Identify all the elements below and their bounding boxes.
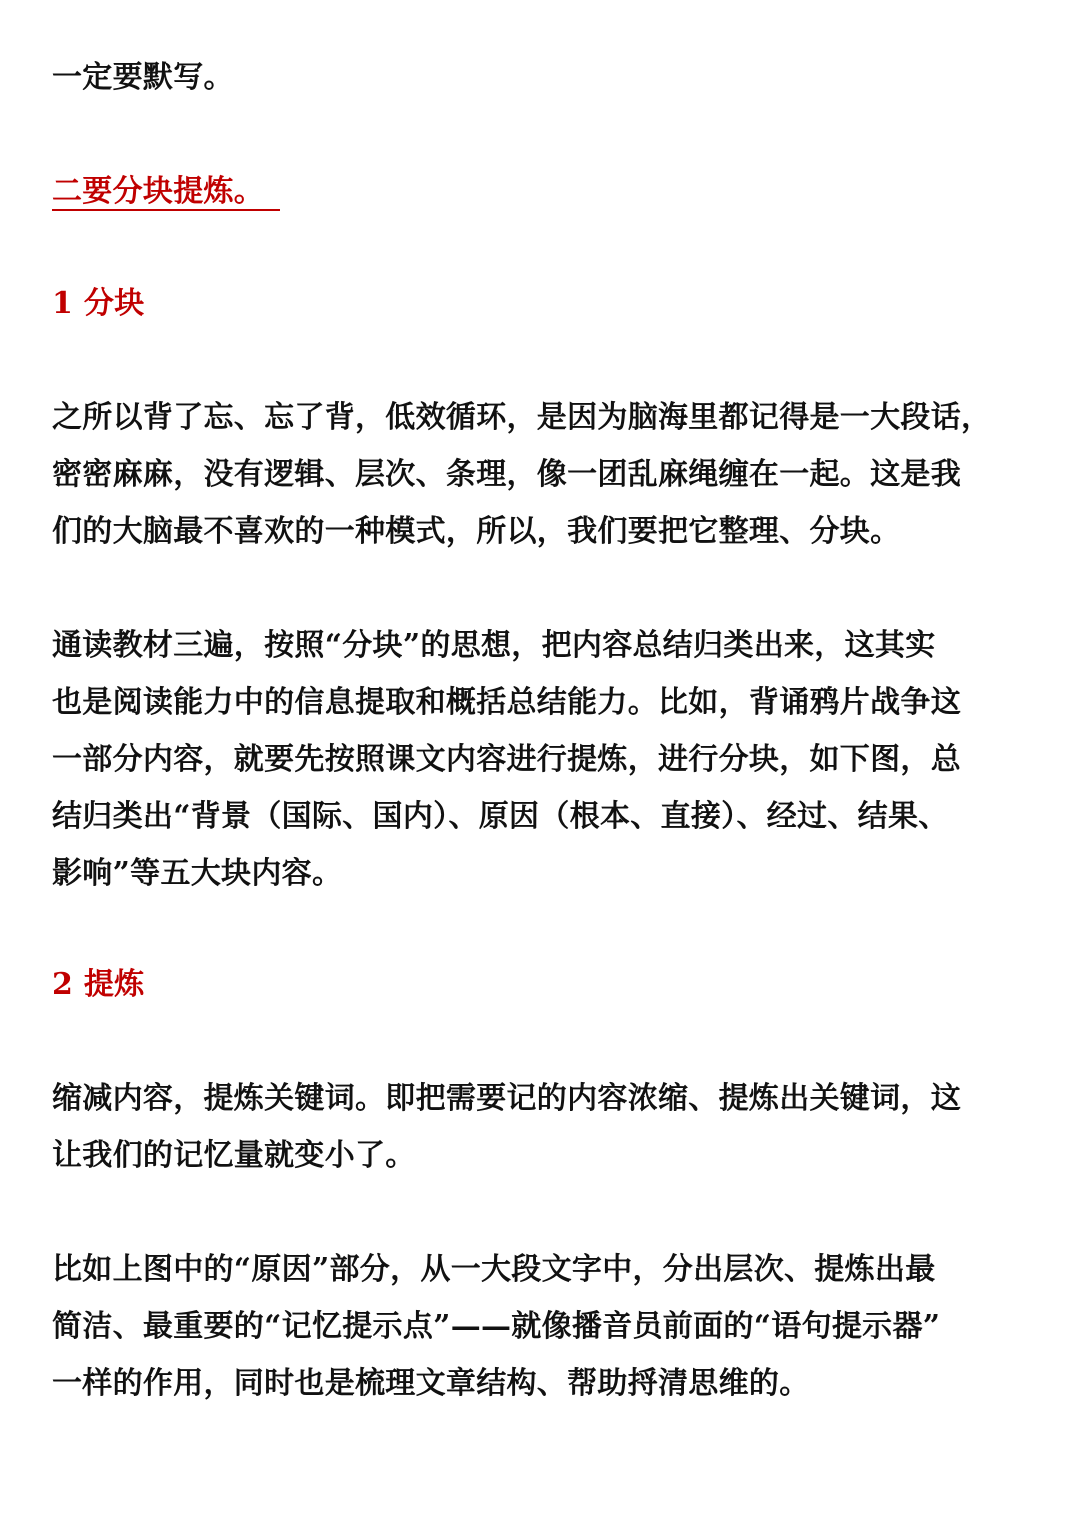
intro-tail-text: 一定要默写。 xyxy=(52,60,234,95)
section-title: 二要分块提炼。 xyxy=(52,174,265,209)
paragraph-line: 缩减内容，提炼关键词。即把需要记的内容浓缩、提炼出关键词，这 xyxy=(52,1081,961,1116)
section-title-underline xyxy=(52,209,280,211)
paragraph-line: 之所以背了忘、忘了背，低效循环，是因为脑海里都记得是一大段话， xyxy=(52,400,992,435)
subsection-title-refining: 2 提炼 xyxy=(52,967,145,1002)
paragraph-line: 简洁、最重要的“记忆提示点”——就像播音员前面的“语句提示器” xyxy=(52,1309,941,1344)
paragraph-line: 结归类出“背景（国际、国内）、原因（根本、直接）、经过、结果、 xyxy=(52,799,949,834)
paragraph-line: 密密麻麻，没有逻辑、层次、条理，像一团乱麻绳缠在一起。这是我 xyxy=(52,457,961,492)
paragraph-line: 一样的作用，同时也是梳理文章结构、帮助捋清思维的。 xyxy=(52,1366,810,1401)
paragraph-line: 也是阅读能力中的信息提取和概括总结能力。比如，背诵鸦片战争这 xyxy=(52,685,961,720)
subsection-title-chunking: 1 分块 xyxy=(52,286,145,321)
paragraph-line: 影响”等五大块内容。 xyxy=(52,856,343,891)
paragraph-line: 一部分内容，就要先按照课文内容进行提炼，进行分块，如下图，总 xyxy=(52,742,961,777)
paragraph-line: 让我们的记忆量就变小了。 xyxy=(52,1138,416,1173)
paragraph-line: 们的大脑最不喜欢的一种模式，所以，我们要把它整理、分块。 xyxy=(52,514,901,549)
paragraph-line: 通读教材三遍，按照“分块”的思想，把内容总结归类出来，这其实 xyxy=(52,628,936,663)
paragraph-line: 比如上图中的“原因”部分，从一大段文字中，分出层次、提炼出最 xyxy=(52,1252,936,1287)
